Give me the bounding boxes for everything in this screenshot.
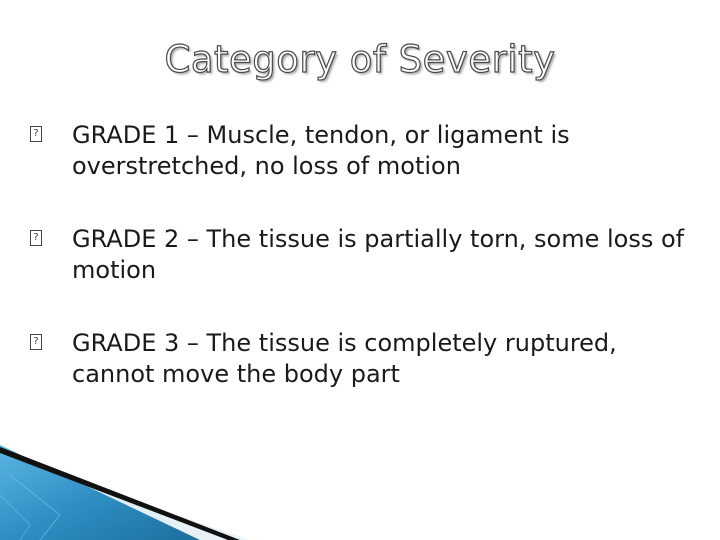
bullet-text: GRADE 1 – Muscle, tendon, or ligament is overstretched, no loss of motion (72, 121, 570, 180)
missing-glyph-bullet-icon (30, 230, 42, 246)
slide-title: Category of Severity (164, 38, 556, 81)
bullet-text: GRADE 2 – The tissue is partially torn, some loss of motion (72, 225, 685, 284)
missing-glyph-bullet-icon (30, 126, 42, 142)
bullet-item-grade-1 (30, 120, 690, 182)
corner-decoration (0, 445, 250, 540)
bullet-item-grade-3 (30, 328, 690, 390)
missing-glyph-bullet-icon (30, 334, 42, 350)
bullet-list (30, 120, 690, 432)
bullet-text: GRADE 3 – The tissue is completely ruptured, cannot move the body part (72, 329, 617, 388)
bullet-item-grade-2 (30, 224, 690, 286)
